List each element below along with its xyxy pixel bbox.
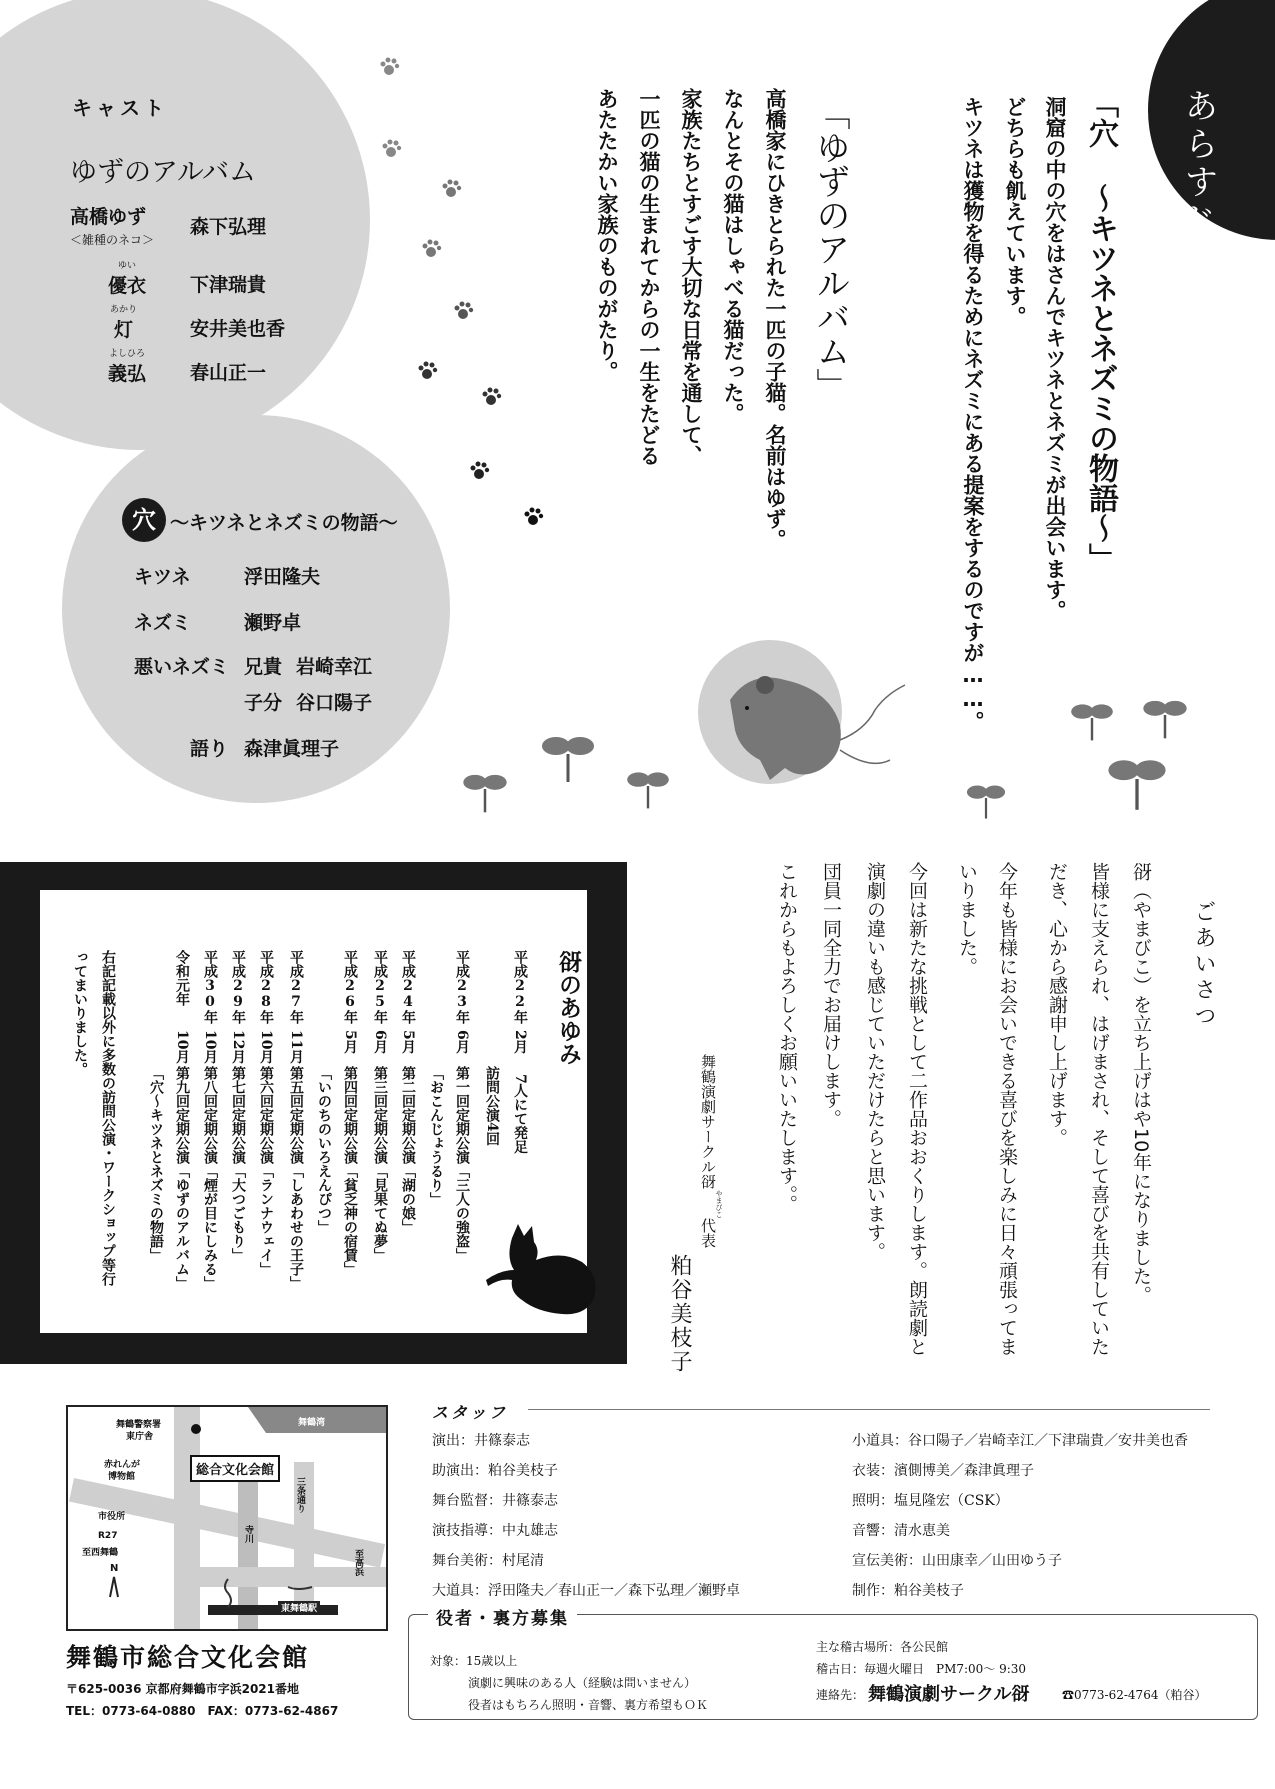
paw-print-icon — [380, 138, 402, 160]
history-event: 「穴〜キツネとネズミの物語」 — [148, 1066, 164, 1262]
staff-item: 舞台監督：井篠泰志 — [432, 1493, 558, 1509]
staff-heading: スタッフ — [432, 1403, 509, 1422]
greeting-line-2: 皆様に支えられ、はげまされ、そして喜びを共有していた — [1088, 862, 1110, 1356]
cast-note: ＜雑種のネコ＞ — [70, 233, 155, 247]
paw-print-icon — [452, 300, 474, 322]
cast-role: 悪いネズミ — [134, 656, 230, 678]
map-label-sanjo: 三条通り — [295, 1477, 305, 1513]
sprout-icon — [460, 764, 510, 814]
cast-actor: 下津瑞貴 — [190, 274, 267, 296]
paw-print-icon — [480, 386, 502, 408]
synopsis2-line-5: あたたかい家族のものがたり。 — [595, 88, 619, 382]
history-era: 平成23年 — [454, 950, 470, 1024]
synopsis2-line-1: 高橋家にひきとられた一匹の子猫。名前はゆず。 — [763, 88, 787, 550]
cast-actor: 森津眞理子 — [244, 738, 340, 760]
sprout-icon — [538, 724, 598, 784]
history-month: 10月 — [202, 1030, 218, 1064]
staff-rule — [528, 1409, 1210, 1410]
history-month: 6月 — [454, 1030, 470, 1054]
recruit-contact-label: 連絡先： — [816, 1688, 865, 1702]
staff-item: 音響：清水恵美 — [852, 1523, 950, 1539]
staff-item: 照明：塩見隆宏（CSK） — [852, 1493, 1009, 1509]
history-title: 谺のあゆみ — [555, 950, 581, 1065]
history-event: 第四回定期公演「貧乏神の宿賃」 — [342, 1066, 358, 1276]
map-label-police: 舞鶴警察署 — [116, 1420, 162, 1430]
cast-play2-title: 〜キツネとネズミの物語〜 — [170, 512, 398, 534]
history-month: 10月 — [258, 1030, 274, 1064]
cast-role: キツネ — [134, 566, 191, 588]
synopsis-line-3: キツネは獲物を得るためにネズミにある提案をするのですが……。 — [961, 96, 985, 732]
paw-print-icon — [440, 178, 462, 200]
cast-actor: 春山正一 — [190, 362, 267, 384]
mouse-illustration-icon — [690, 640, 920, 800]
cast-circle-top — [0, 0, 370, 450]
greeting-line-6: 今回は新たな挑戦として二作品おおくりします。朗読劇と — [906, 862, 928, 1356]
map-label-route: R27 — [98, 1531, 118, 1541]
cast-heading: キャスト — [72, 96, 168, 120]
synopsis2-line-2: なんとその猫はしゃべる猫だった。 — [721, 88, 745, 424]
venue-address: 〒625-0036 京都府舞鶴市字浜2021番地 — [66, 1682, 300, 1696]
greeting-line-4: 今年も皆様にお会いできる喜びを楽しみに日々頑張ってま — [996, 862, 1018, 1356]
history-event: 「おこんじょうるり」 — [428, 1066, 444, 1206]
cast-row-yoshihiro — [108, 346, 146, 386]
cast-role: 義弘 — [108, 363, 147, 385]
synopsis-title-yuzu: 「ゆずのアルバム」 — [810, 96, 850, 402]
history-era: 平成27年 — [288, 950, 304, 1024]
synopsis2-line-4: 一匹の猫の生まれてからの一生をたどる — [637, 88, 661, 466]
history-era: 平成25年 — [372, 950, 388, 1024]
staff-item: 助演出：粕谷美枝子 — [432, 1463, 558, 1479]
cast-role: 語り — [190, 738, 229, 760]
cast-actor: 谷口陽子 — [296, 692, 373, 714]
greeting-line-3: だき、心から感謝申し上げます。 — [1046, 862, 1068, 1147]
history-month: 10月 — [174, 1030, 190, 1064]
map-label-city-hall: 市役所 — [98, 1512, 126, 1522]
venue-tel: TEL：0773-64-0880 FAX：0773-62-4867 — [66, 1704, 339, 1718]
cast-row-yui — [108, 258, 146, 298]
cast-role: 灯 — [114, 319, 134, 341]
map-label-to-west: 至西舞鶴 — [82, 1548, 119, 1558]
cast-row-akari — [110, 302, 137, 342]
staff-item: 衣装：濱側博美／森津眞理子 — [852, 1463, 1034, 1479]
staff-item: 演技指導：中丸雄志 — [432, 1523, 558, 1539]
synopsis-line-2: どちらも飢えています。 — [1003, 96, 1027, 327]
history-month: 11月 — [288, 1030, 304, 1064]
greeting-line-5: いりました。 — [956, 862, 978, 976]
paw-print-icon — [468, 460, 490, 482]
history-event: 第一回定期公演「三人の強盗」 — [454, 1066, 470, 1262]
paw-print-icon — [420, 238, 442, 260]
staff-item: 大道具：浮田隆夫／春山正一／森下弘理／瀬野卓 — [432, 1583, 740, 1599]
cast-play2-mark: 穴 — [122, 498, 166, 542]
paw-print-icon — [522, 506, 544, 528]
map-label-station: 東舞鶴駅 — [278, 1601, 320, 1614]
greeting-signature-ruby: やまびこ — [715, 1190, 723, 1218]
access-map — [66, 1405, 388, 1631]
history-event: 訪問公演4回 — [484, 1066, 500, 1146]
history-era: 平成30年 — [202, 950, 218, 1024]
recruit-place: 主な稽古場所：各公民館 — [816, 1640, 949, 1654]
staff-item: 宣伝美術：山田康幸／山田ゆう子 — [852, 1553, 1062, 1569]
history-event: 第六回定期公演「ランナウェイ」 — [258, 1066, 274, 1276]
recruit-line-1: 演劇に興味のある人（経験は問いません） — [468, 1676, 697, 1690]
history-era: 平成22年 — [512, 950, 528, 1024]
staff-item: 制作：粕谷美枝子 — [852, 1583, 964, 1599]
staff-item: 小道具：谷口陽子／岩崎幸江／下津瑞貴／安井美也香 — [852, 1433, 1188, 1449]
history-month: 6月 — [372, 1030, 388, 1054]
cast-actor: 安井美也香 — [190, 318, 286, 340]
recruit-contact-phone: ☎0773-62-4764（粕谷） — [1062, 1688, 1207, 1702]
cast-actor: 森下弘理 — [190, 216, 267, 238]
greeting-signature-name: 粕谷美枝子 — [667, 1254, 692, 1374]
history-note: 右記記載以外に多数の訪問公演・ワークショップ等行ってまいりました。 — [72, 950, 116, 1286]
history-month: 5月 — [400, 1030, 416, 1054]
history-event: 第九回定期公演「ゆずのアルバム」 — [174, 1066, 190, 1290]
greeting-title: ごあいさつ — [1191, 900, 1216, 1030]
cast-actor: 浮田隆夫 — [244, 566, 321, 588]
history-event: 第八回定期公演「煙が目にしみる」 — [202, 1066, 218, 1290]
map-label-brick: 赤れんが — [104, 1460, 141, 1470]
history-month: 12月 — [230, 1030, 246, 1064]
greeting-line-7: 演劇の違いも感じていただけたらと思います。 — [864, 862, 886, 1261]
cast-role: 優衣 — [108, 275, 147, 297]
map-label-east-office: 東庁舎 — [126, 1432, 154, 1442]
history-era: 平成26年 — [342, 950, 358, 1024]
map-label-museum: 博物館 — [108, 1472, 136, 1482]
synopsis2-line-3: 家族たちとすごす大切な日常を通して、 — [679, 88, 703, 466]
history-era: 平成29年 — [230, 950, 246, 1024]
cast-ruby: あかり — [110, 305, 138, 315]
staff-item: 舞台美術：村尾清 — [432, 1553, 544, 1569]
paw-print-icon — [416, 360, 438, 382]
history-event: 第五回定期公演「しあわせの王子」 — [288, 1066, 304, 1290]
history-month: 2月 — [512, 1030, 528, 1054]
map-label-to-takahama: 至高浜 — [353, 1549, 363, 1576]
cast-sub: 子分 — [244, 692, 283, 714]
history-event: 第七回定期公演「大つごもり」 — [230, 1066, 246, 1262]
recruit-target: 対象：15歳以上 — [430, 1654, 518, 1668]
greeting-line-1: 谺（やまびこ）を立ち上げはや10年になりました。 — [1130, 862, 1152, 1305]
greeting-signature-role: 代表 — [699, 1218, 717, 1248]
sprout-icon — [1104, 746, 1170, 812]
sprout-icon — [964, 776, 1008, 820]
sprout-icon — [1068, 694, 1116, 742]
map-label-venue: 総合文化会館 — [190, 1455, 280, 1482]
cast-role: 高橋ゆず — [70, 206, 147, 228]
history-era: 平成24年 — [400, 950, 416, 1024]
cast-row-yuzu — [70, 202, 154, 248]
greeting-line-9: これからもよろしくお願いいたします。。 — [776, 862, 798, 1214]
cast-ruby: よしひろ — [109, 349, 146, 359]
synopsis-heading: あらすじ — [1178, 88, 1218, 240]
map-label-bay: 舞鶴湾 — [298, 1418, 326, 1428]
greeting-line-8: 団員一同全力でお届けします。 — [820, 862, 842, 1128]
recruit-contact-org: 舞鶴演劇サークル谺 — [868, 1684, 1030, 1705]
history-month: 5月 — [342, 1030, 358, 1054]
history-event: 「いのちのいろえんぴつ」 — [316, 1066, 332, 1234]
history-era: 令和元年 — [174, 950, 190, 1006]
cast-sub: 兄貴 — [244, 656, 283, 678]
cat-silhouette-icon — [482, 1220, 600, 1320]
sprout-icon — [624, 762, 672, 810]
cast-role: ネズミ — [134, 612, 192, 634]
map-label-river: 寺川 — [243, 1525, 253, 1543]
map-north-icon: N — [110, 1563, 119, 1574]
history-event: 第三回定期公演「見果てぬ夢」 — [372, 1066, 388, 1262]
venue-name: 舞鶴市総合文化会館 — [66, 1643, 310, 1672]
recruit-days: 稽古日：毎週火曜日 PM7:00〜 9:30 — [816, 1662, 1027, 1676]
cast-actor: 岩崎幸江 — [296, 656, 373, 678]
synopsis-line-1: 洞窟の中の穴をはさんでキツネとネズミが出会います。 — [1043, 96, 1067, 621]
cast-ruby: ゆい — [118, 261, 137, 271]
staff-item: 演出：井篠泰志 — [432, 1433, 530, 1449]
greeting-signature-org: 舞鶴演劇サークル谺 — [699, 1054, 717, 1189]
paw-print-icon — [378, 56, 400, 78]
history-event: 第二回定期公演「湖の娘」 — [400, 1066, 416, 1234]
recruit-line-2: 役者はもちろん照明・音響、裏方希望もＯＫ — [468, 1698, 709, 1712]
history-era: 平成28年 — [258, 950, 274, 1024]
sprout-icon — [1140, 690, 1190, 740]
cast-play1-title: ゆずのアルバム — [70, 157, 257, 188]
recruit-title: 役者・裏方募集 — [428, 1604, 577, 1629]
synopsis-title-ana: 「穴 〜キツネとネズミの物語〜」 — [1083, 88, 1118, 573]
cast-actor: 瀬野卓 — [244, 612, 302, 634]
history-event: 7人にて発足 — [512, 1074, 528, 1154]
